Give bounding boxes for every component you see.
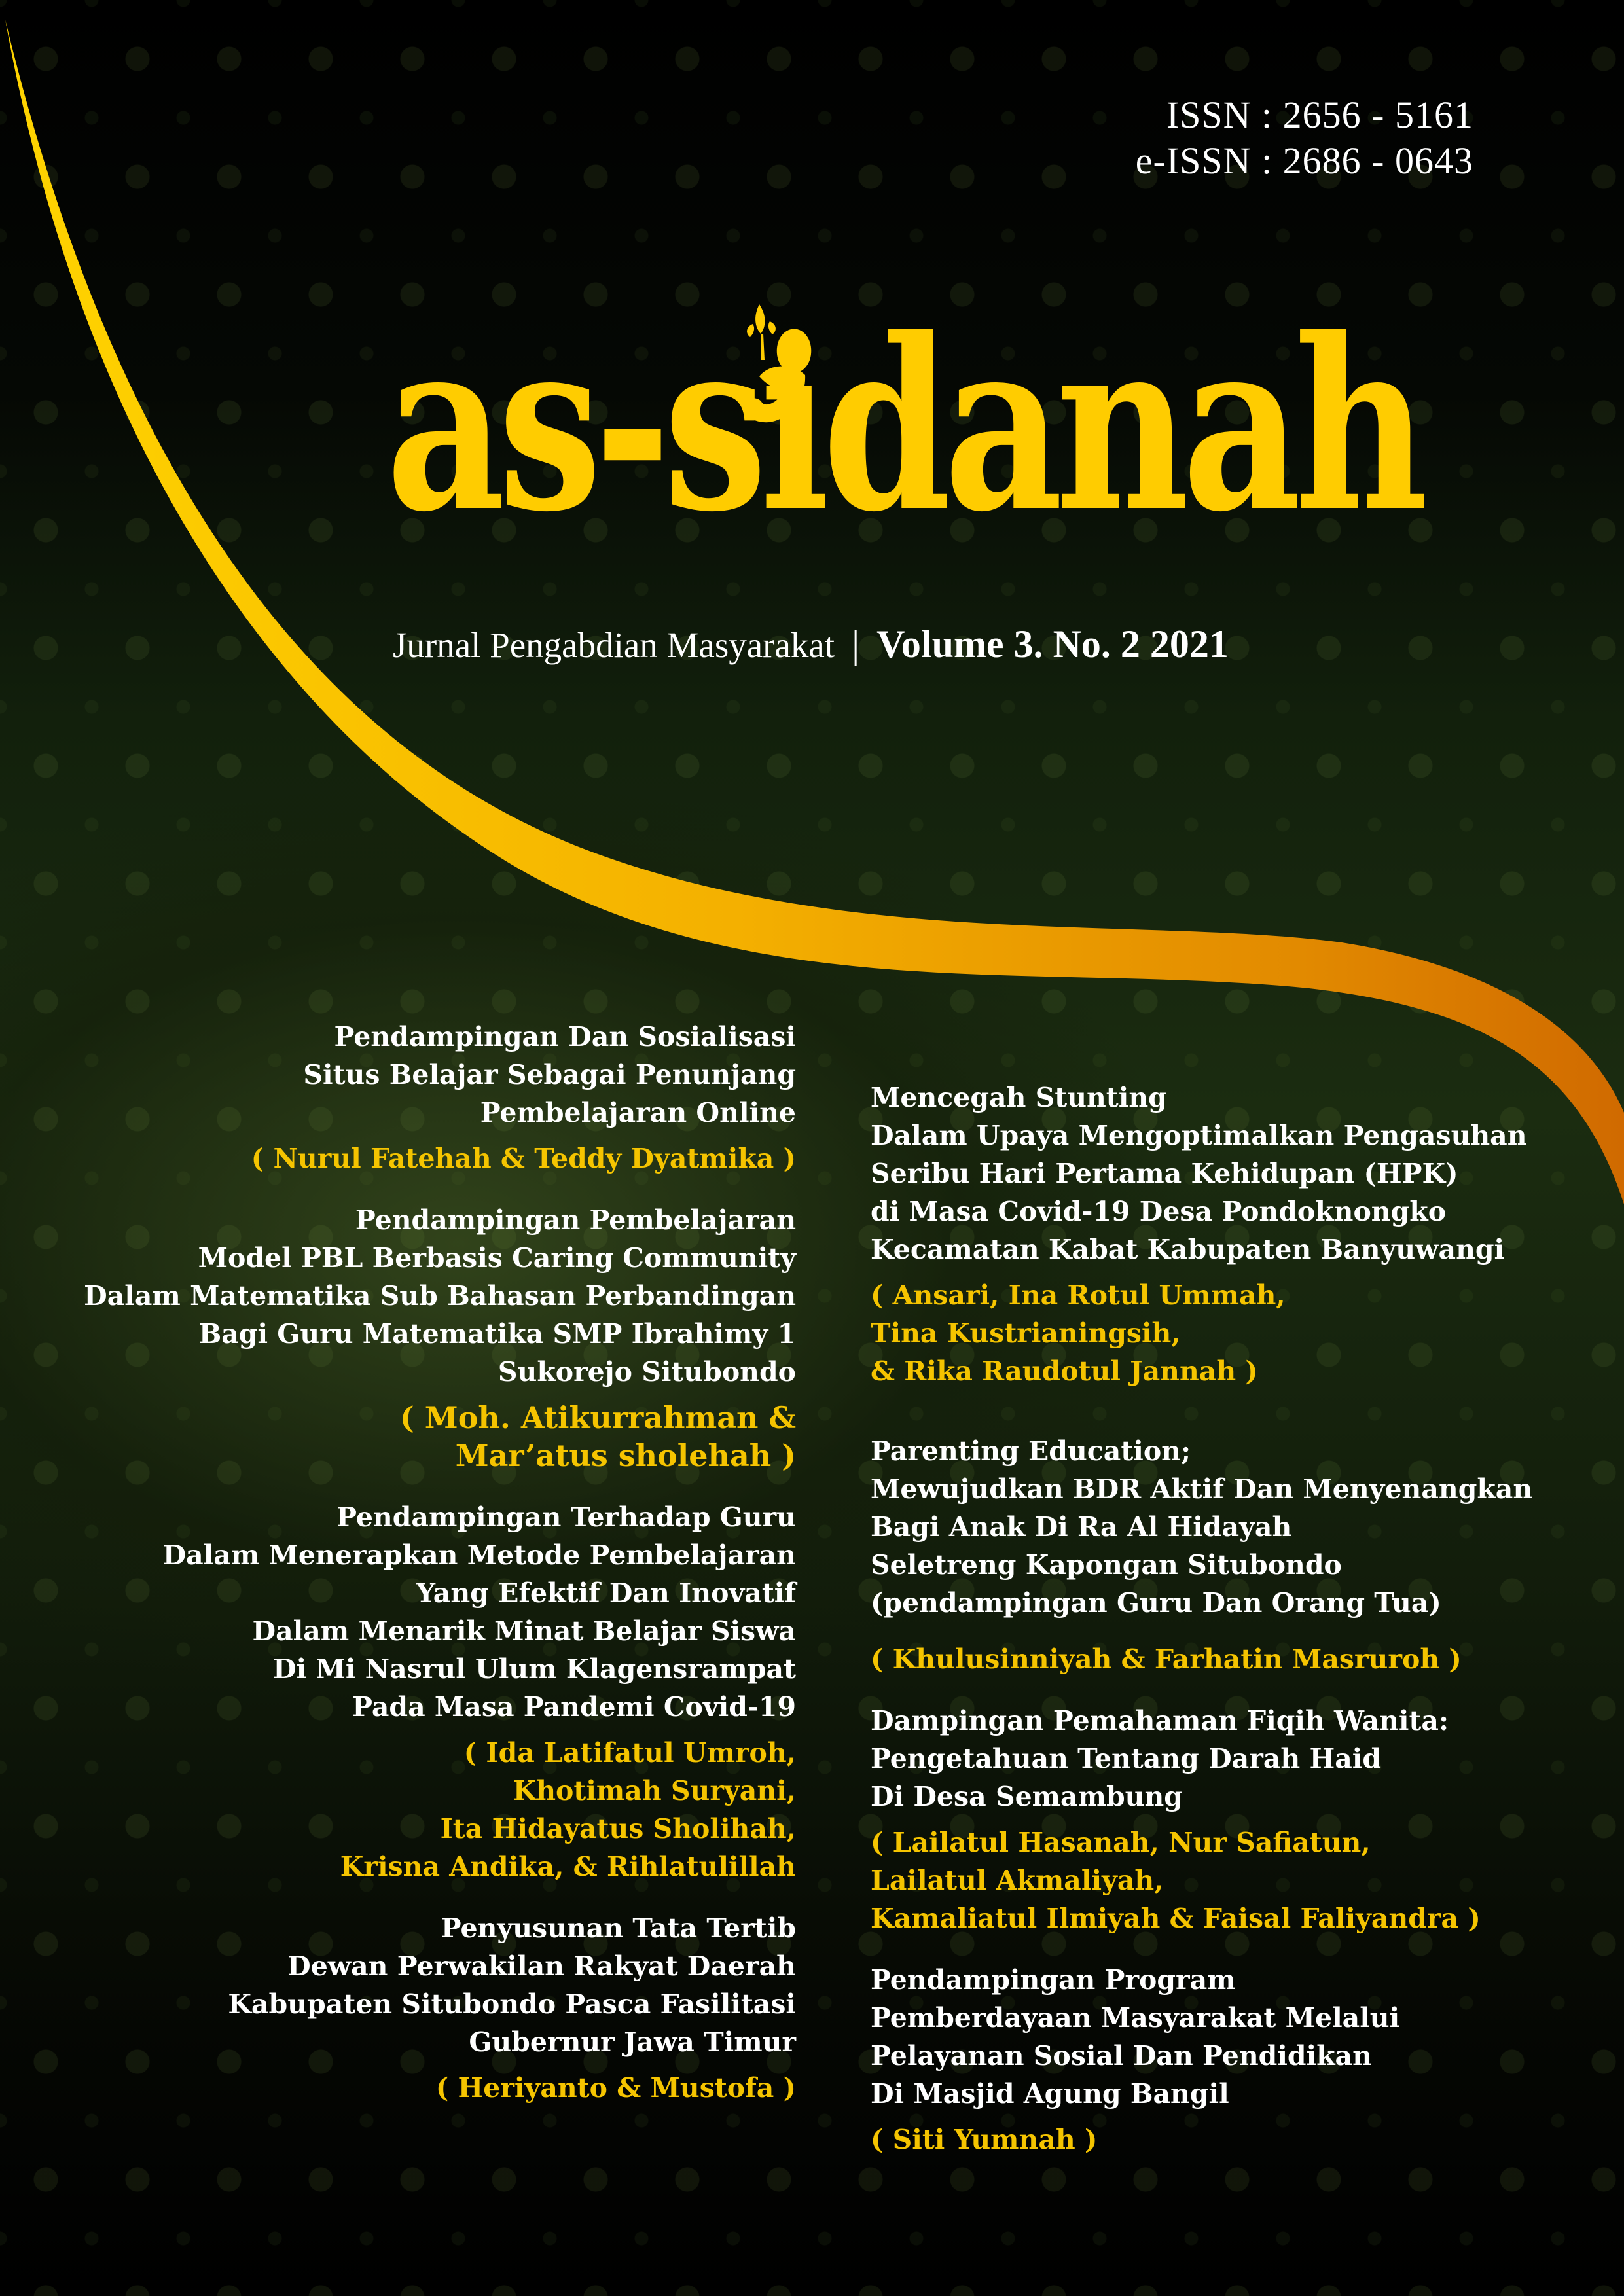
article-entry: [871, 1961, 1610, 2159]
article-authors: ( Ansari, Ina Rotul Ummah, Tina Kustrianingsih, & Rika Raudotul Jannah ): [871, 1280, 1286, 1387]
volume-issue: Volume 3. No. 2 2021: [876, 622, 1229, 666]
journal-name: Jurnal Pengabdian Masyarakat: [393, 625, 835, 665]
masthead-subtitle: [393, 622, 1229, 667]
article-title: Dampingan Pemahaman Fiqih Wanita: Pengetahuan Tentang Darah Haid Di Desa Semambung: [871, 1705, 1449, 1812]
article-authors: ( Moh. Atikurrahman & Mar’atus sholehah ): [400, 1400, 796, 1473]
article-authors: ( Khulusinniyah & Farhatin Masruroh ): [871, 1643, 1462, 1675]
articles-left-column: [10, 1018, 796, 2107]
article-authors: ( Ida Latifatul Umroh, Khotimah Suryani, Ita Hidayatus Sholihah, Krisna Andika, & Rihlatulillah: [340, 1737, 796, 1882]
article-title: Mencegah Stunting Dalam Upaya Mengoptimalkan Pengasuhan Seribu Hari Pertama Kehidupan (HPK) di Masa Covid-19 Desa Pondoknongko Kecamatan Kabat Kabupaten Banyuwangi: [871, 1082, 1527, 1265]
journal-brand-wordmark: as-sidanah: [386, 287, 1421, 564]
article-entry: [871, 1079, 1610, 1390]
issn-print: ISSN : 2656 - 5161: [1166, 94, 1473, 136]
article-entry: [10, 1201, 796, 1475]
article-entry: [871, 1432, 1610, 1678]
article-entry: [10, 1498, 796, 1886]
article-entry: [10, 1909, 796, 2107]
article-entry: [871, 1702, 1610, 1937]
article-title: Pendampingan Program Pemberdayaan Masyarakat Melalui Pelayanan Sosial Dan Pendidikan Di Masjid Agung Bangil: [871, 1964, 1400, 2109]
article-title: Pendampingan Dan Sosialisasi Situs Belajar Sebagai Penunjang Pembelajaran Online: [303, 1021, 796, 1128]
article-entry: [10, 1018, 796, 1177]
articles-right-column: [871, 1079, 1610, 2159]
article-title: Pendampingan Pembelajaran Model PBL Berbasis Caring Community Dalam Matematika Sub Bahasan Perbandingan Bagi Guru Matematika SMP Ibrahimy 1 Sukorejo Situbondo: [84, 1204, 796, 1388]
article-title: Parenting Education; Mewujudkan BDR Aktif Dan Menyenangkan Bagi Anak Di Ra Al Hidayah Seletreng Kapongan Situbondo (pendampingan Guru Dan Orang Tua): [871, 1435, 1533, 1619]
article-authors: ( Nurul Fatehah & Teddy Dyatmika ): [251, 1143, 796, 1174]
article-title: Pendampingan Terhadap Guru Dalam Menerapkan Metode Pembelajaran Yang Efektif Dan Inovatif Dalam Menarik Minat Belajar Siswa Di Mi Nasrul Ulum Klagensrampat Pada Masa Pandemi Covid-19: [162, 1501, 796, 1723]
article-authors: ( Heriyanto & Mustofa ): [435, 2072, 796, 2104]
masthead-divider: |: [852, 622, 860, 666]
article-authors: ( Siti Yumnah ): [871, 2124, 1098, 2155]
article-title: Penyusunan Tata Tertib Dewan Perwakilan Rakyat Daerah Kabupaten Situbondo Pasca Fasilitasi Gubernur Jawa Timur: [228, 1912, 796, 2058]
article-authors: ( Lailatul Hasanah, Nur Safiatun, Lailatul Akmaliyah, Kamaliatul Ilmiyah & Faisal Faliyandra ): [871, 1827, 1481, 1934]
issn-electronic: e-ISSN : 2686 - 0643: [1135, 139, 1473, 182]
